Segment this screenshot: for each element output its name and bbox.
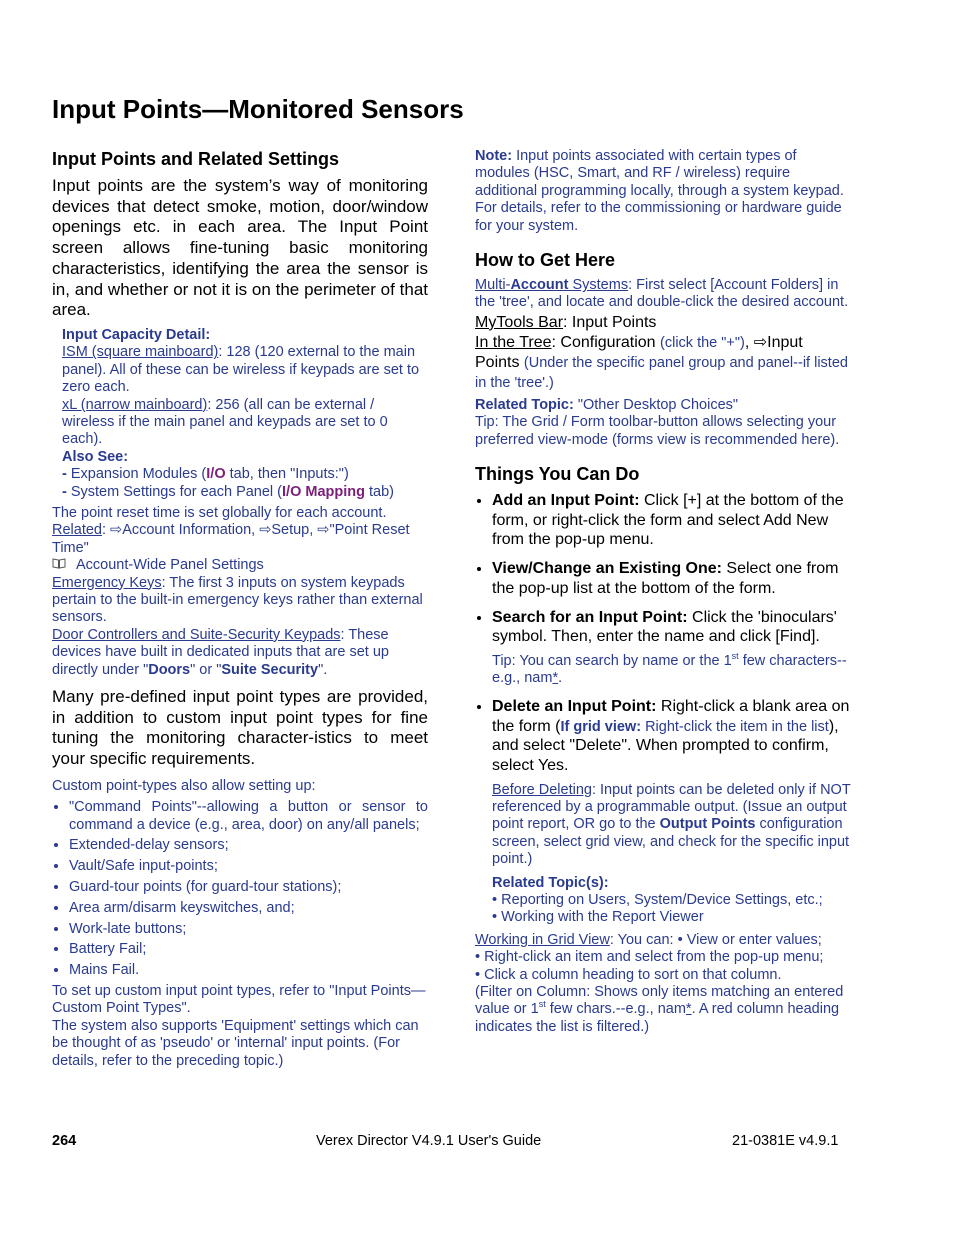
equipment-paragraph: The system also supports 'Equipment' settings which can be thought of as 'pseudo' or 'internal' input points. (For details, refer to the preceding topic.) (52, 1017, 419, 1069)
doc-number: 21-0381E v4.9.1 (732, 1133, 839, 1149)
list-item: • Mains Fail. (69, 962, 428, 979)
ism-text: : 128 (120 external to the main panel). All of these can be wireless if keypads are set to zero each. (62, 344, 420, 396)
capacity-box (52, 327, 428, 501)
note-box (475, 148, 851, 235)
search-item: • Search for an Input Point: Click the 'binoculars' symbol. Then, enter the name and click [Find]. Tip: You can search by name or the 1st few characters--e.g., nam*. (492, 608, 851, 688)
how-to-heading: How to Get Here (475, 250, 616, 271)
emergency-link[interactable]: Emergency Keys (52, 574, 162, 591)
also-see-item-1[interactable]: - Expansion Modules (I/O tab, then "Inputs:") (62, 466, 349, 483)
working-item: • Right-click an item and select from the pop-up menu; (475, 949, 824, 966)
related-topic: Related Topic: "Other Desktop Choices" Tip: The Grid / Form toolbar-button allows selecting your preferred view-mode (forms view is recommended here). (475, 397, 851, 449)
related-paragraph (52, 522, 428, 557)
related-topic-item[interactable]: • Reporting on Users, System/Device Settings, etc.; (492, 892, 823, 909)
delete-item: • Delete an Input Point: Right-click a blank area on the form (If grid view: Right-click the item in the list), and select "Delete". When prompted to confirm, select Yes. Before Deleting: Input points can be deleted only if NOT referenced by a programmable output. (Issue an output point report, OR go to the Output Points configuration screen, select grid view, and check for the specific input point.) Related Topic(s): • Reporting on Users, System/Device Settings, etc.; • Working with the Report Viewer (492, 697, 851, 927)
working-item: • Click a column heading to sort on that column. (475, 966, 782, 983)
related-topics: Related Topic(s): • Reporting on Users, System/Device Settings, etc.; • Working with the Report Viewer (492, 875, 851, 927)
multi-account: Multi-Account Systems: First select [Account Folders] in the 'tree', and locate and double-click the desired account. (475, 277, 849, 311)
page-title: Input Points—Monitored Sensors (52, 94, 464, 124)
list-item: • Battery Fail; (69, 941, 428, 958)
mytools-link[interactable]: MyTools Bar (475, 313, 564, 331)
tree-line: In the Tree: Configuration (click the "+"), ⇨Input Points (Under the specific panel group and panel--if listed in the 'tree'.) (475, 333, 848, 391)
also-see-item-2[interactable]: - System Settings for each Panel (I/O Mapping tab) (62, 483, 394, 500)
custom-intro: Custom point-types also allow setting up: (52, 777, 316, 794)
intro-paragraph: Input points are the system’s way of monitoring devices that detect smoke, motion, door/window openings etc. in each area. The Input Point screen allows fine-tuning basic monitoring characteristics, identifying the area the sensor is in, and whether or not it is on the perimeter of that area. (52, 176, 428, 320)
mytools-line: MyTools Bar: Input Points (475, 313, 657, 331)
list-item: • Extended-delay sensors; (69, 837, 428, 854)
book-reference[interactable]: Account-Wide Panel Settings (52, 557, 428, 574)
predefined-paragraph: Many pre-defined input point types are provided, in addition to custom input point types for fine tuning the monitoring character-istics to meet your specific requirements. (52, 687, 428, 769)
things-list (475, 491, 851, 927)
list-item: • Guard-tour points (for guard-tour stations); (69, 879, 428, 896)
filter-note: (Filter on Column: Shows only items matching an entered value or 1st few chars.--e.g., nam*. A red column heading indicates the list is filtered.) (475, 984, 844, 1035)
also-see-heading: Also See: (62, 448, 129, 465)
custom-list (52, 799, 428, 979)
list-item: • "Command Points"--allowing a button or sensor to command a device (e.g., area, door) on any/all panels; (69, 799, 428, 834)
before-deleting-link[interactable]: Before Deleting (492, 781, 592, 798)
search-tip: Tip: You can search by name or the 1st few characters--e.g., nam*. (492, 651, 847, 687)
note-text: Input points associated with certain types of modules (HSC, Smart, and RF / wireless) require additional programming locally, through a system keypad. For details, refer to the commissioning or hardware guide for your system. (475, 148, 844, 234)
capacity-heading: Input Capacity Detail: (62, 326, 211, 343)
xl-paragraph (62, 397, 428, 449)
view-item: • View/Change an Existing One: Select one from the pop-up list at the bottom of the form. (492, 559, 851, 598)
left-column (52, 148, 428, 1070)
related-topic-link[interactable]: "Other Desktop Choices" (573, 396, 739, 413)
ism-paragraph (62, 344, 428, 396)
xl-link[interactable]: xL (narrow mainboard) (62, 396, 208, 413)
right-column (475, 148, 851, 1036)
tip-grid: Tip: The Grid / Form toolbar-button allows selecting your preferred view-mode (forms view is recommended here). (475, 414, 840, 448)
before-deleting: Before Deleting: Input points can be deleted only if NOT referenced by a programmable output. (Issue an output point report, OR go to the Output Points configuration screen, select grid view, and check for the specific input point.) (492, 781, 851, 868)
note-label: Note: (475, 148, 513, 164)
door-link[interactable]: Door Controllers and Suite-Security Keypads (52, 626, 341, 643)
ism-link[interactable]: ISM (square mainboard) (62, 344, 219, 361)
multi-account-link[interactable]: Multi-Account Systems (475, 277, 629, 294)
emergency-paragraph: Emergency Keys: The first 3 inputs on system keypads pertain to the built-in emergency keys rather than external sensors. (52, 574, 423, 626)
reset-notes (52, 505, 428, 679)
working-grid-link[interactable]: Working in Grid View (475, 931, 610, 948)
list-item: • Vault/Safe input-points; (69, 858, 428, 875)
section-heading: Input Points and Related Settings (52, 149, 340, 169)
related-text[interactable]: : ⇨Account Information, ⇨Setup, ⇨"Point Reset Time" (52, 522, 410, 556)
xl-text: : 256 (all can be external / wireless if the main panel and keypads are set to 0 each). (62, 396, 388, 448)
tree-link[interactable]: In the Tree (475, 333, 552, 351)
guide-title: Verex Director V4.9.1 User's Guide (316, 1133, 542, 1149)
working-grid: Working in Grid View: You can: • View or enter values; • Right-click an item and select from the pop-up menu; • Click a column heading to sort on that column. (Filter on Column: Shows only items matching an entered value or 1st few chars.--e.g., nam*. A red column heading indicates the list is filtered.) (475, 932, 851, 1036)
door-paragraph: Door Controllers and Suite-Security Keypads: These devices have built in dedicated inputs that are set up directly under "Doors" or "Suite Security". (52, 626, 389, 678)
list-item: • Area arm/disarm keyswitches, and; (69, 900, 428, 917)
open-book-icon (52, 557, 66, 574)
reset-note: The point reset time is set globally for each account. (52, 504, 387, 521)
things-heading: Things You Can Do (475, 464, 640, 485)
related-topic-item[interactable]: • Working with the Report Viewer (492, 909, 704, 926)
add-item: • Add an Input Point: Click [+] at the bottom of the form, or right-click the form and select Add New from the pop-up menu. (492, 491, 851, 550)
related-link[interactable]: Related (52, 522, 102, 539)
list-item: • Work-late buttons; (69, 921, 428, 938)
custom-types (52, 778, 428, 1070)
setup-custom: To set up custom input point types, refer to "Input Points—Custom Point Types". (52, 983, 426, 1017)
page-number: 264 (52, 1133, 77, 1149)
